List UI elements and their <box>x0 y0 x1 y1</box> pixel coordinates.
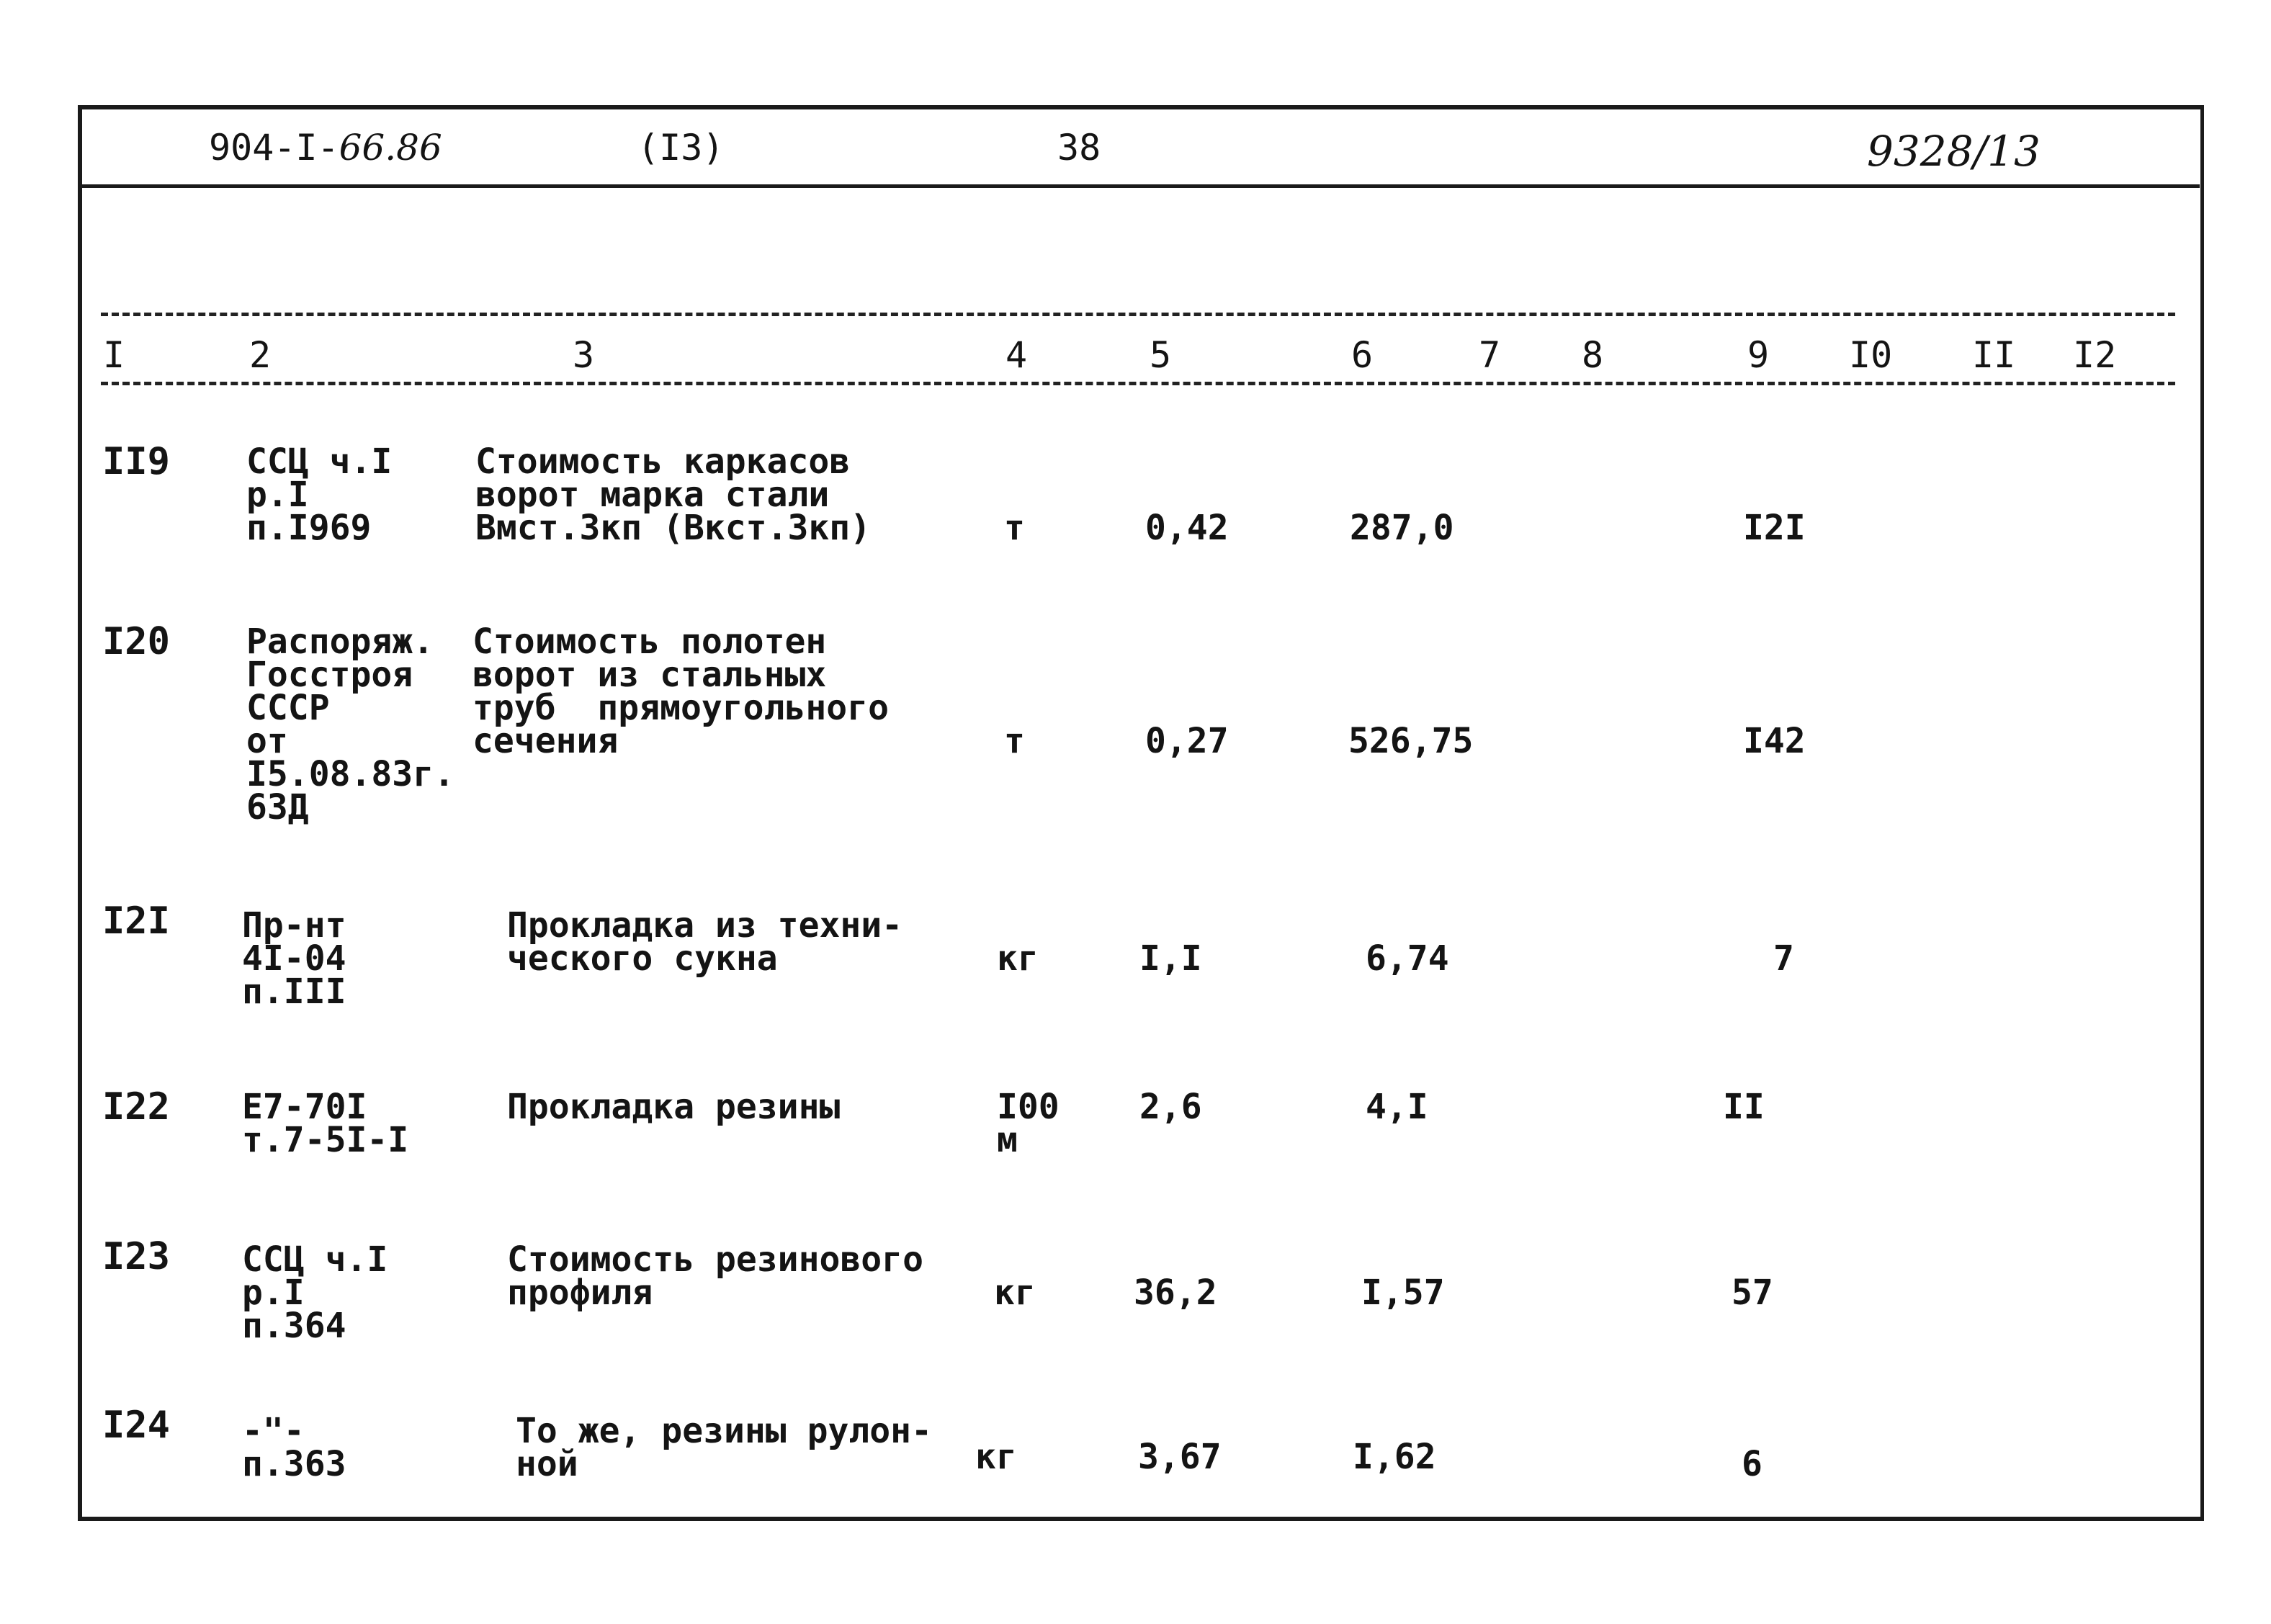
row-basis: -"- п.363 <box>242 1411 346 1484</box>
row-quantity: 0,42 <box>1145 508 1229 548</box>
row-number: I22 <box>102 1085 170 1129</box>
dashed-rule-top <box>101 313 2175 316</box>
row-basis: Распоряж. Госстроя СССР от I5.08.83г. 63Д <box>246 622 454 827</box>
document-code-handwritten: 66.86 <box>339 127 442 169</box>
row-description: Прокладка резины <box>507 1087 841 1127</box>
row-unit: кг <box>975 1437 1017 1477</box>
row-quantity: 3,67 <box>1138 1437 1222 1477</box>
column-number: 9 <box>1747 334 1770 376</box>
section-number: (I3) <box>637 127 725 169</box>
row-unit: кг <box>997 938 1039 979</box>
row-number: I20 <box>102 620 170 663</box>
row-description: Стоимость резинового профиля <box>507 1239 923 1313</box>
page-number: 38 <box>1057 127 1101 169</box>
row-quantity: 0,27 <box>1145 721 1229 761</box>
row-unit-price: 287,0 <box>1350 508 1454 548</box>
column-number: 2 <box>249 334 272 376</box>
row-quantity: 2,6 <box>1139 1087 1202 1127</box>
row-unit-price: I,57 <box>1361 1273 1445 1313</box>
row-total: I42 <box>1743 721 1806 761</box>
column-number: I2 <box>2073 334 2117 376</box>
row-unit-price: 526,75 <box>1348 721 1474 761</box>
row-unit: I00 м <box>997 1087 1060 1160</box>
row-basis: Е7-70I т.7-5I-I <box>242 1087 409 1160</box>
row-number: I23 <box>102 1235 170 1278</box>
row-quantity: 36,2 <box>1134 1273 1217 1313</box>
row-description: То же, резины рулон- ной <box>516 1411 932 1484</box>
row-total: 6 <box>1742 1444 1762 1484</box>
row-number: I2I <box>102 900 170 943</box>
row-number: I24 <box>102 1404 170 1447</box>
column-number: II <box>1972 334 2016 376</box>
row-total: 57 <box>1732 1273 1773 1313</box>
row-description: Прокладка из техни- ческого сукна <box>507 905 903 979</box>
row-basis: Пр-нт 4I-04 п.III <box>242 905 346 1012</box>
row-basis: ССЦ ч.I р.I п.I969 <box>246 441 393 548</box>
row-basis: ССЦ ч.I р.I п.364 <box>242 1239 388 1346</box>
document-code: 904-I-66.86 <box>209 127 442 169</box>
dashed-rule-bottom <box>101 382 2175 385</box>
row-unit-price: 4,I <box>1366 1087 1428 1127</box>
row-total: I2I <box>1743 508 1806 548</box>
row-description: Стоимость каркасов ворот марка стали Вмст.3кп (Вкст.3кп) <box>475 441 872 548</box>
row-number: II9 <box>102 440 170 483</box>
header-rule <box>82 184 2200 188</box>
sheet-reference: 9328/13 <box>1867 127 2041 176</box>
column-number: 4 <box>1005 334 1028 376</box>
column-number: I <box>103 334 125 376</box>
column-number: 6 <box>1351 334 1374 376</box>
row-total: 7 <box>1773 938 1794 979</box>
row-total: II <box>1723 1087 1765 1127</box>
row-unit-price: 6,74 <box>1366 938 1449 979</box>
column-number: 3 <box>573 334 595 376</box>
row-quantity: I,I <box>1139 938 1202 979</box>
row-unit: кг <box>994 1273 1036 1313</box>
column-number: I0 <box>1849 334 1893 376</box>
row-unit: т <box>1004 721 1025 761</box>
column-number: 8 <box>1582 334 1604 376</box>
column-number: 7 <box>1479 334 1501 376</box>
column-number: 5 <box>1150 334 1172 376</box>
row-unit: т <box>1004 508 1025 548</box>
row-unit-price: I,62 <box>1353 1437 1436 1477</box>
row-description: Стоимость полотен ворот из стальных труб прямоугольного сечения <box>472 622 889 761</box>
